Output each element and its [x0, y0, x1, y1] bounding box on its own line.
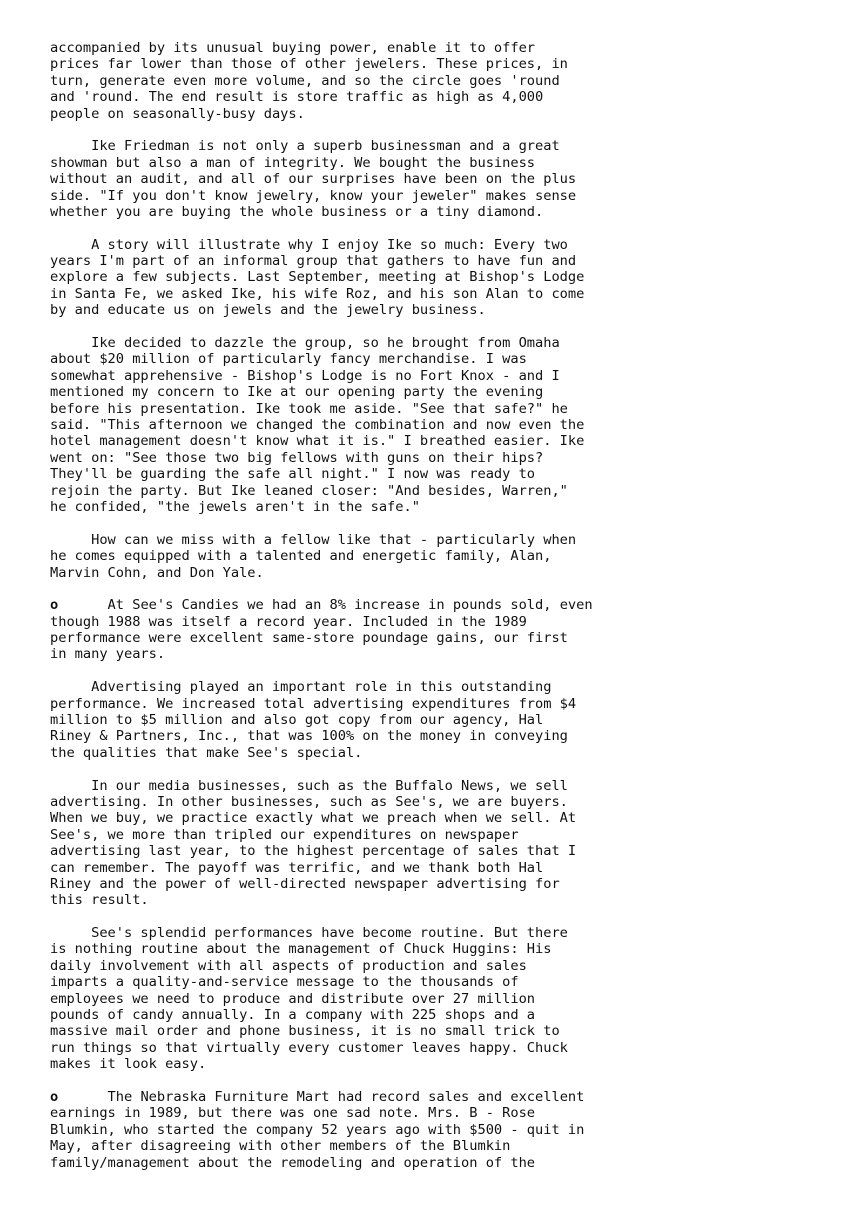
text-line: imparts a quality-and-service message to the thousands of — [50, 974, 519, 991]
text-line: performance were excellent same-store poundage gains, our first — [50, 630, 568, 647]
text-line: accompanied by its unusual buying power, enable it to offer — [50, 40, 536, 56]
text-line: though 1988 was itself a record year. Included in the 1989 — [50, 613, 527, 630]
text-line: showman but also a man of integrity. We bought the business — [50, 154, 536, 171]
text-line: this result. — [50, 892, 149, 909]
text-line — [50, 1089, 830, 1105]
text-line: Blumkin, who started the company 52 years ago with $500 - quit in — [50, 1121, 585, 1138]
text-line: They'll be guarding the safe all night." I now was ready to — [50, 466, 536, 483]
bullet-marker: o — [50, 597, 59, 614]
document-page — [50, 40, 830, 1187]
text-line: Advertising played an important role in this outstanding — [50, 679, 552, 696]
text-line: side. "If you don't know jewelry, know your jeweler" makes sense — [50, 187, 577, 204]
text-line: rejoin the party. But Ike leaned closer: "And besides, Warren," — [50, 482, 568, 499]
text-line: May, after disagreeing with other members of the Blumkin — [50, 1138, 511, 1155]
text-line: advertising. In other businesses, such as See's, we are buyers. — [50, 793, 568, 810]
text-line: performance. We increased total advertising expenditures from $4 — [50, 695, 577, 712]
text-line: makes it look easy. — [50, 1056, 207, 1073]
text-line: he comes equipped with a talented and energetic family, Alan, — [50, 548, 552, 565]
paragraph — [50, 532, 830, 581]
text-line: daily involvement with all aspects of production and sales — [50, 957, 527, 974]
text-line: prices far lower than those of other jewelers. These prices, in — [50, 56, 568, 73]
text-line: pounds of candy annually. In a company with 225 shops and a — [50, 1007, 536, 1024]
text-line: mentioned my concern to Ike at our opening party the evening — [50, 384, 544, 401]
text-line: earnings in 1989, but there was one sad note. Mrs. B - Rose — [50, 1105, 536, 1122]
text-line: In our media businesses, such as the Buffalo News, we sell — [50, 777, 568, 794]
text-line — [50, 597, 830, 613]
text-line: without an audit, and all of our surprises have been on the plus — [50, 171, 577, 188]
text-line: he confided, "the jewels aren't in the safe." — [50, 498, 420, 515]
text-line: can remember. The payoff was terrific, and we thank both Hal — [50, 859, 544, 876]
text-line: turn, generate even more volume, and so the circle goes 'round — [50, 72, 560, 89]
text-line: Riney & Partners, Inc., that was 100% on the money in conveying — [50, 728, 568, 745]
text-line: before his presentation. Ike took me aside. "See that safe?" he — [50, 400, 568, 417]
text-line: million to $5 million and also got copy from our agency, Hal — [50, 712, 544, 729]
text-line: explore a few subjects. Last September, meeting at Bishop's Lodge — [50, 269, 585, 286]
text-line: hotel management doesn't know what it is." I breathed easier. Ike — [50, 433, 585, 450]
text-line: Riney and the power of well-directed newspaper advertising for — [50, 875, 560, 892]
paragraph — [50, 237, 830, 319]
text-line: and 'round. The end result is store traffic as high as 4,000 — [50, 89, 544, 106]
text-line: advertising last year, to the highest percentage of sales that I — [50, 843, 577, 860]
text-line: employees we need to produce and distribute over 27 million — [50, 990, 536, 1007]
text-line: massive mail order and phone business, it is no small trick to — [50, 1023, 560, 1040]
bullet-paragraph — [50, 597, 830, 663]
text-line: somewhat apprehensive - Bishop's Lodge is no Fort Knox - and I — [50, 367, 560, 384]
text-line: Ike decided to dazzle the group, so he brought from Omaha — [50, 335, 560, 352]
paragraph — [50, 778, 830, 909]
text-line: How can we miss with a fellow like that - particularly when — [50, 531, 577, 548]
paragraph — [50, 138, 830, 220]
text-line: by and educate us on jewels and the jewelry business. — [50, 302, 486, 319]
text-line: run things so that virtually every customer leaves happy. Chuck — [50, 1039, 568, 1056]
text-line: When we buy, we practice exactly what we preach when we sell. At — [50, 810, 577, 827]
bullet-paragraph — [50, 1089, 830, 1171]
text-line: the qualities that make See's special. — [50, 744, 363, 761]
text-line: about $20 million of particularly fancy merchandise. I was — [50, 351, 527, 368]
text-line: A story will illustrate why I enjoy Ike so much: Every two — [50, 236, 568, 253]
text-line: people on seasonally-busy days. — [50, 105, 305, 122]
text-line: Ike Friedman is not only a superb businessman and a great — [50, 138, 560, 155]
text-line: in Santa Fe, we asked Ike, his wife Roz, and his son Alan to come — [50, 285, 585, 302]
text-line: See's splendid performances have become routine. But there — [50, 925, 568, 942]
text-line: said. "This afternoon we changed the combination and now even the — [50, 416, 585, 433]
paragraph — [50, 679, 830, 761]
text-line: is nothing routine about the management of Chuck Huggins: His — [50, 941, 552, 958]
paragraph — [50, 925, 830, 1073]
text-line: went on: "See those two big fellows with guns on their hips? — [50, 449, 544, 466]
bullet-text: At See's Candies we had an 8% increase in pounds sold, even — [58, 597, 593, 614]
text-line: family/management about the remodeling and operation of the — [50, 1154, 536, 1171]
text-line: See's, we more than tripled our expenditures on newspaper — [50, 826, 519, 843]
bullet-marker: o — [50, 1089, 59, 1105]
paragraph — [50, 335, 830, 515]
text-line: in many years. — [50, 646, 166, 663]
text-line: whether you are buying the whole business or a tiny diamond. — [50, 203, 544, 220]
paragraph — [50, 40, 830, 122]
bullet-text: The Nebraska Furniture Mart had record sales and excellent — [58, 1089, 585, 1105]
text-line: years I'm part of an informal group that gathers to have fun and — [50, 253, 577, 270]
text-line: Marvin Cohn, and Don Yale. — [50, 564, 264, 581]
